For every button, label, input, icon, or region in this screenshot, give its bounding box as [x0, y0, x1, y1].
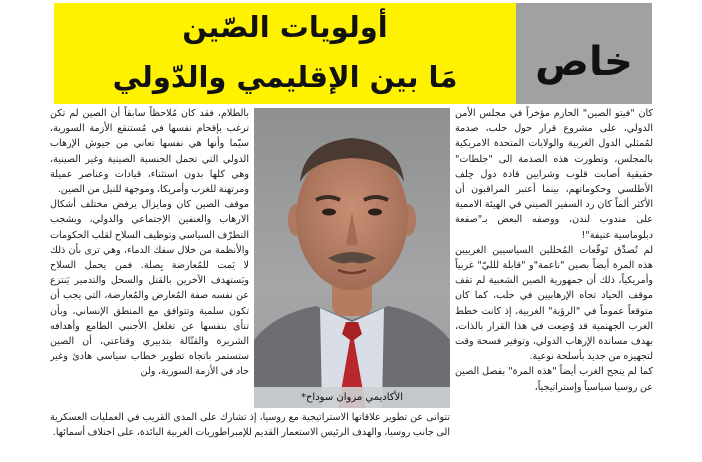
paragraph: بالطلام، فقد كان مُلاحظاً سابقاً أن الصين لم تكن ترغب بإقحام نفسها في مُستنقع الأزمة السورية، سيّما وأنها هي نفسها تعاني من جيوش الإرهاب الدولي التي تحمل الجنسية الصينية وغير الصينية، وهي كلها بدون استثناء، قيادات وعناصر عميلة ومرتهنة للغرب وأمريكا، وموجهة للنيل من الصين.	[50, 108, 249, 196]
article-column-bottom	[50, 410, 450, 462]
headline-line-2: مَا بين الإقليمي والدّولي	[112, 60, 458, 94]
article-column-right	[455, 106, 653, 462]
paragraph: موقف الصين كان ومايزال يرفض مختلف أشكال الارهاب والعنفين الإجتماعي والدولي، ويشجب التطرّف السياسي وتوظيف السلاح لقلب الحكومات والأنظمة من خلال سفك الدماء، وهي ترى بأن ذلك لا يَمت للمُعارضة بِصلة. فمن يحمل السلاح ويَستهدف الآخرين بالقتل والسحل والتدمير يَنتزع عن نفسه صفة المُعارض والمُعارضة، التي يجب أن تكون سلمية وتتوافق مع المنطق الإنساني، وبأن تنأى بنفسها عن تغلغل الأجنبي الطامع وأهدافه الشريرة والقتّالة بتدبيري وقناعتي، أن الصين ستستمر باتجاه تطوير خطاب سياسي هادئ وغير حاد في الأزمة السورية، ولن	[50, 199, 249, 378]
paragraph: كان "فيتو الصين" الحازم مؤخراً في مجلس الأمن الدولي، على مشروع قرار حول حلب، صدمة لمُمثلي الدول الغربية والولايات المتحدة الامريكية بالمجلس، وتطورت هذه الصدمة الى "جلطات" حقيقية أصابت قلوب وشرايين قادة دول حِلف الأطلسي وحكوماتهم، بينما أعتبر المراقبون أن الأكثر ألماً كان رد السفير الصيني في الهيئة الاممية على مندوب لندن، ووصفه البعض بـ"صفعة دبلوماسية عنيفة"!	[455, 108, 653, 241]
article-column-left	[50, 106, 249, 410]
paragraph: تتوانى عن تطوير علاقاتها الاستراتيجية مع روسيا، إذ تشارك على المدى القريب في العمليات العسكرية الى جانب روسيا، والهدف الرئيس الاستعمار القديم للإمبراطوريات الغربية البائدة، على اختلاف أسمائها.	[50, 412, 450, 439]
photo-caption: الأكاديمي مروان سوداح*	[300, 392, 404, 403]
portrait-illustration	[254, 108, 450, 408]
paragraph: كما لم ينجح الغرب أيضاً "هذه المرة" بفصل الصين عن روسيا سياسياً وإستراتيجياً،	[455, 366, 653, 393]
section-badge-label: خاص	[535, 39, 633, 85]
headline-line-1: أولويات الصّين	[182, 10, 388, 44]
paragraph: لم تُصدِّق تَوقّعات المُحللين السياسيين الغربيين هذه المرة أيضاً بصين "ناعمة"و "قابلة للليّ" غربياً وأمريكياً، ذلك أن جمهورية الصين الشعبية لم تقف موقف الحياد تجاه الإرهابيين في حلب، كما كان متوقعاً عموماً في "الرؤية" الغربية، إذ كانت خطط الغرب الجهنمية قد وُضِعت في هذا القرار بالذات، بهدف مساندة الإرهاب الدولي، وتوفير فسحة وقت لتجهيزه من جديد بأسلحة نوعية.	[455, 244, 653, 363]
author-photo	[254, 108, 450, 408]
